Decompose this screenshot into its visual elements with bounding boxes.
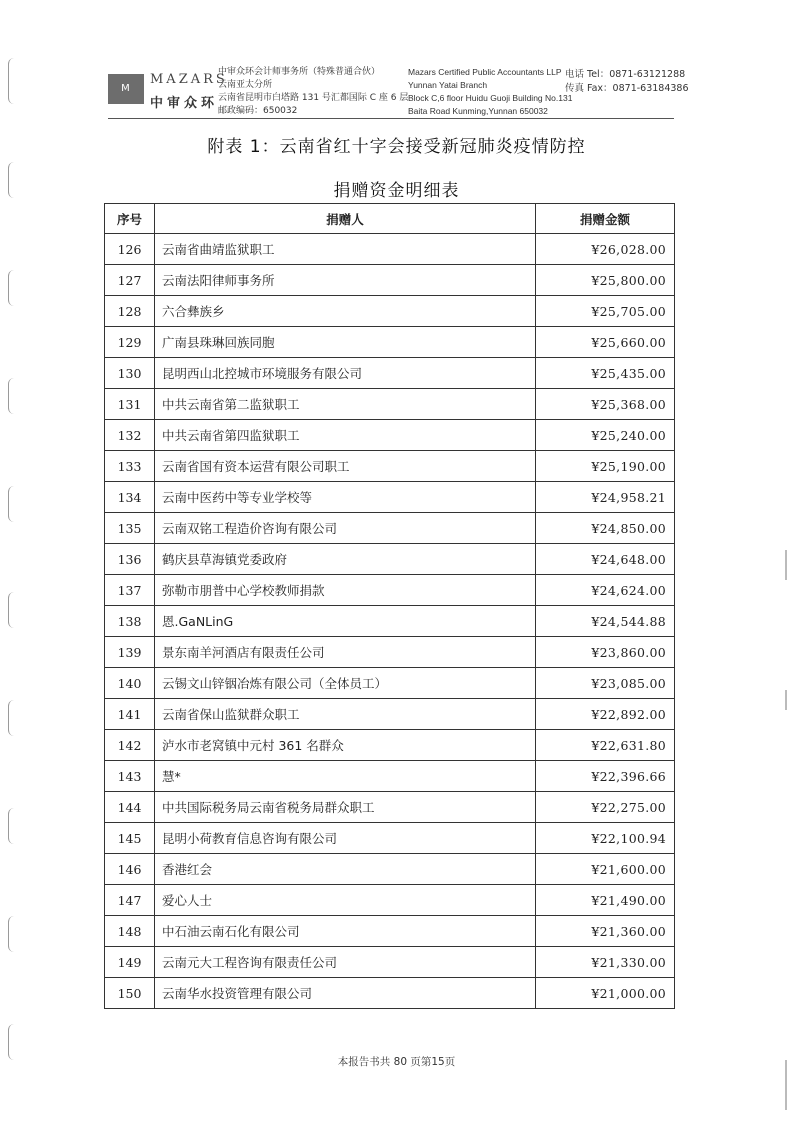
document-title: 附表 1：云南省红十字会接受新冠肺炎疫情防控 xyxy=(207,137,586,157)
header-donor: 捐赠人 xyxy=(155,204,536,234)
table-row xyxy=(105,234,675,265)
cn-line: 中审众环会计师事务所（特殊普通合伙） xyxy=(218,67,381,77)
amount-cell: ¥25,800.00 xyxy=(536,265,675,296)
donor-cell: 云锡文山锌铟冶炼有限公司（全体员工） xyxy=(155,668,536,699)
serial-number-cell: 147 xyxy=(105,885,155,916)
donor-cell: 中共国际税务局云南省税务局群众职工 xyxy=(155,792,536,823)
phone-number: 电话 Tel：0871-63121288 xyxy=(565,69,686,80)
donation-table xyxy=(104,203,675,1009)
table-header-row xyxy=(105,204,675,234)
donor-cell: 爱心人士 xyxy=(155,885,536,916)
donor-cell: 云南法阳律师事务所 xyxy=(155,265,536,296)
serial-number-cell: 134 xyxy=(105,482,155,513)
serial-number-cell: 145 xyxy=(105,823,155,854)
header-serial-number: 序号 xyxy=(105,204,155,234)
serial-number-cell: 144 xyxy=(105,792,155,823)
table-row xyxy=(105,668,675,699)
serial-number-cell: 126 xyxy=(105,234,155,265)
serial-number-cell: 135 xyxy=(105,513,155,544)
table-row xyxy=(105,916,675,947)
table-row xyxy=(105,482,675,513)
logo-english-name: MAZARS xyxy=(150,72,228,87)
fax-number: 传真 Fax：0871-63184386 xyxy=(565,83,689,94)
binder-mark xyxy=(8,700,20,736)
donor-cell: 弥勒市朋普中心学校教师捐款 xyxy=(155,575,536,606)
serial-number-cell: 141 xyxy=(105,699,155,730)
firm-address-chinese xyxy=(218,66,408,118)
firm-address-english xyxy=(408,66,572,118)
serial-number-cell: 136 xyxy=(105,544,155,575)
serial-number-cell: 138 xyxy=(105,606,155,637)
table-row xyxy=(105,792,675,823)
table-row xyxy=(105,947,675,978)
amount-cell: ¥25,368.00 xyxy=(536,389,675,420)
scan-artifact xyxy=(785,550,787,580)
firm-contact xyxy=(565,68,689,96)
table-row xyxy=(105,854,675,885)
serial-number-cell: 142 xyxy=(105,730,155,761)
amount-cell: ¥25,240.00 xyxy=(536,420,675,451)
amount-cell: ¥23,085.00 xyxy=(536,668,675,699)
donor-cell: 景东南羊河酒店有限责任公司 xyxy=(155,637,536,668)
serial-number-cell: 133 xyxy=(105,451,155,482)
table-row xyxy=(105,513,675,544)
table-row xyxy=(105,296,675,327)
mazars-logo-badge: M xyxy=(108,74,144,104)
donor-cell: 云南华水投资管理有限公司 xyxy=(155,978,536,1009)
en-line: Block C,6 floor Huidu Guoji Building No.131 xyxy=(408,93,573,103)
cn-line: 邮政编码：650032 xyxy=(218,106,298,116)
amount-cell: ¥24,850.00 xyxy=(536,513,675,544)
document-subtitle: 捐赠资金明细表 xyxy=(333,181,460,201)
table-row xyxy=(105,761,675,792)
amount-cell: ¥24,544.88 xyxy=(536,606,675,637)
cn-line: 云南省昆明市白塔路 131 号汇都国际 C 座 6 层 xyxy=(218,93,409,103)
binder-mark xyxy=(8,486,20,522)
serial-number-cell: 130 xyxy=(105,358,155,389)
donor-cell: 中石油云南石化有限公司 xyxy=(155,916,536,947)
letterhead-divider xyxy=(108,118,674,119)
logo-chinese-name: 中审众环 xyxy=(150,96,219,111)
table-row xyxy=(105,420,675,451)
serial-number-cell: 137 xyxy=(105,575,155,606)
amount-cell: ¥23,860.00 xyxy=(536,637,675,668)
donor-cell: 泸水市老窝镇中元村 361 名群众 xyxy=(155,730,536,761)
amount-cell: ¥21,600.00 xyxy=(536,854,675,885)
donor-cell: 云南双铭工程造价咨询有限公司 xyxy=(155,513,536,544)
serial-number-cell: 150 xyxy=(105,978,155,1009)
serial-number-cell: 131 xyxy=(105,389,155,420)
binder-hole-marks xyxy=(8,0,22,1121)
amount-cell: ¥21,330.00 xyxy=(536,947,675,978)
amount-cell: ¥21,360.00 xyxy=(536,916,675,947)
donor-cell: 鹤庆县草海镇党委政府 xyxy=(155,544,536,575)
amount-cell: ¥21,000.00 xyxy=(536,978,675,1009)
amount-cell: ¥25,190.00 xyxy=(536,451,675,482)
amount-cell: ¥22,100.94 xyxy=(536,823,675,854)
serial-number-cell: 128 xyxy=(105,296,155,327)
table-row xyxy=(105,389,675,420)
donor-cell: 广南县珠琳回族同胞 xyxy=(155,327,536,358)
donor-cell: 云南省保山监狱群众职工 xyxy=(155,699,536,730)
table-row xyxy=(105,575,675,606)
table-row xyxy=(105,978,675,1009)
serial-number-cell: 129 xyxy=(105,327,155,358)
amount-cell: ¥24,958.21 xyxy=(536,482,675,513)
binder-mark xyxy=(8,808,20,844)
table-row xyxy=(105,606,675,637)
amount-cell: ¥22,275.00 xyxy=(536,792,675,823)
scan-artifact xyxy=(785,690,787,710)
serial-number-cell: 143 xyxy=(105,761,155,792)
serial-number-cell: 148 xyxy=(105,916,155,947)
header-amount: 捐赠金额 xyxy=(536,204,675,234)
amount-cell: ¥24,624.00 xyxy=(536,575,675,606)
amount-cell: ¥25,705.00 xyxy=(536,296,675,327)
amount-cell: ¥22,892.00 xyxy=(536,699,675,730)
donor-cell: 慧* xyxy=(155,761,536,792)
table-row xyxy=(105,730,675,761)
table-row xyxy=(105,823,675,854)
en-line: Yunnan Yatai Branch xyxy=(408,80,488,90)
table-row xyxy=(105,451,675,482)
amount-cell: ¥21,490.00 xyxy=(536,885,675,916)
binder-mark xyxy=(8,592,20,628)
amount-cell: ¥22,396.66 xyxy=(536,761,675,792)
donor-cell: 云南元大工程咨询有限责任公司 xyxy=(155,947,536,978)
donor-cell: 昆明西山北控城市环境服务有限公司 xyxy=(155,358,536,389)
table-row xyxy=(105,358,675,389)
donor-cell: 恩.GaNLinG xyxy=(155,606,536,637)
serial-number-cell: 139 xyxy=(105,637,155,668)
serial-number-cell: 140 xyxy=(105,668,155,699)
donor-cell: 昆明小荷教育信息咨询有限公司 xyxy=(155,823,536,854)
amount-cell: ¥24,648.00 xyxy=(536,544,675,575)
table-row xyxy=(105,885,675,916)
donor-cell: 中共云南省第二监狱职工 xyxy=(155,389,536,420)
table-row xyxy=(105,327,675,358)
serial-number-cell: 149 xyxy=(105,947,155,978)
donor-cell: 中共云南省第四监狱职工 xyxy=(155,420,536,451)
amount-cell: ¥26,028.00 xyxy=(536,234,675,265)
amount-cell: ¥25,435.00 xyxy=(536,358,675,389)
cn-line: 云南亚太分所 xyxy=(218,80,273,90)
donor-cell: 云南中医药中等专业学校等 xyxy=(155,482,536,513)
table-row xyxy=(105,265,675,296)
page-footer: 本报告书共 80 页第15页 xyxy=(337,1056,456,1068)
binder-mark xyxy=(8,916,20,952)
en-line: Mazars Certified Public Accountants LLP xyxy=(408,67,562,77)
donor-cell: 云南省曲靖监狱职工 xyxy=(155,234,536,265)
table-row xyxy=(105,699,675,730)
binder-mark xyxy=(8,270,20,306)
table-row xyxy=(105,637,675,668)
serial-number-cell: 146 xyxy=(105,854,155,885)
table-row xyxy=(105,544,675,575)
binder-mark xyxy=(8,378,20,414)
amount-cell: ¥22,631.80 xyxy=(536,730,675,761)
amount-cell: ¥25,660.00 xyxy=(536,327,675,358)
en-line: Baita Road Kunming,Yunnan 650032 xyxy=(408,106,548,116)
donor-cell: 六合彝族乡 xyxy=(155,296,536,327)
serial-number-cell: 127 xyxy=(105,265,155,296)
donor-cell: 云南省国有资本运营有限公司职工 xyxy=(155,451,536,482)
letterhead xyxy=(0,62,793,118)
serial-number-cell: 132 xyxy=(105,420,155,451)
donor-cell: 香港红会 xyxy=(155,854,536,885)
